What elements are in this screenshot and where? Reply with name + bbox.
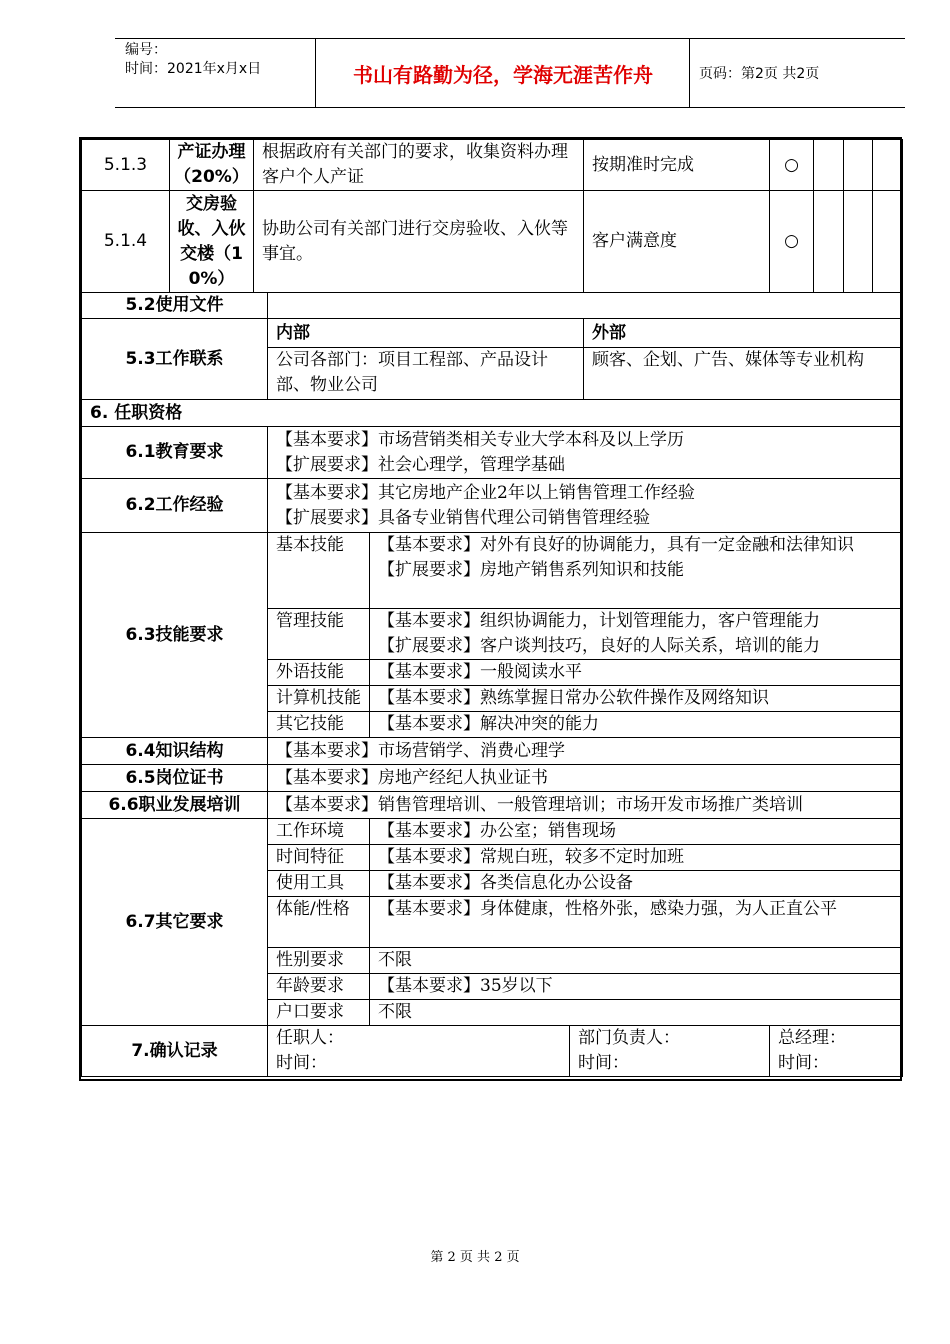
task-blank-cell [814, 191, 844, 293]
knowledge-label: 6.4知识结构 [82, 738, 268, 765]
gm-sign [770, 1026, 903, 1077]
skill-name: 基本技能 [268, 533, 370, 609]
other-row [82, 819, 903, 845]
training-row [82, 792, 903, 819]
gm-label: 总经理： [778, 1028, 846, 1048]
task-id: 5.1.4 [82, 191, 170, 293]
header-motto: 书山有路勤为径，学海无涯苦作舟 [353, 62, 653, 87]
job-description-table [81, 139, 903, 1077]
experience-basic: 【基本要求】其它房地产企业2年以上销售管理工作经验 [276, 482, 695, 503]
employee-label: 任职人： [276, 1028, 344, 1048]
other-text: 【基本要求】常规白班，较多不定时加班 [370, 845, 903, 871]
skill-name: 计算机技能 [268, 686, 370, 712]
task-row [82, 191, 903, 293]
page-info: 页码：第2页 共2页 [699, 66, 820, 82]
contacts-label: 5.3工作联系 [82, 319, 268, 400]
training-text: 【基本要求】销售管理培训、一般管理培训；市场开发市场推广类培训 [268, 792, 903, 819]
certificate-text: 【基本要求】房地产经纪人执业证书 [268, 765, 903, 792]
external-contacts: 顾客、企划、广告、媒体等专业机构 [584, 348, 903, 400]
contacts-head-row [82, 319, 903, 348]
employee-time: 时间： [276, 1053, 327, 1073]
files-value [268, 293, 903, 319]
serial-label: 编号： [125, 42, 167, 58]
employee-sign [268, 1026, 570, 1077]
skill-text: 【基本要求】解决冲突的能力 [370, 712, 903, 738]
confirm-label: 7.确认记录 [82, 1026, 268, 1077]
other-name: 户口要求 [268, 1000, 370, 1026]
training-label: 6.6职业发展培训 [82, 792, 268, 819]
task-standard: 按期准时完成 [584, 140, 770, 191]
task-blank-cell [844, 191, 873, 293]
task-name: 交房验收、入伙交楼（10%） [170, 191, 254, 293]
files-row [82, 293, 903, 319]
other-name: 使用工具 [268, 871, 370, 897]
task-mark: ○ [770, 140, 814, 191]
files-label: 5.2使用文件 [82, 293, 268, 319]
qualification-row [82, 400, 903, 427]
time-label: 时间：2021年x月x日 [125, 61, 262, 77]
experience-label: 6.2工作经验 [82, 479, 268, 533]
experience-row [82, 479, 903, 533]
skills-label: 6.3技能要求 [82, 533, 268, 738]
task-blank-cell [873, 140, 903, 191]
other-text: 【基本要求】办公室；销售现场 [370, 819, 903, 845]
qualification-title: 6. 任职资格 [82, 400, 903, 427]
education-extended: 【扩展要求】社会心理学，管理学基础 [276, 454, 565, 475]
education-label: 6.1教育要求 [82, 427, 268, 479]
task-content: 根据政府有关部门的要求，收集资料办理客户个人产证 [254, 140, 584, 191]
skill-name: 管理技能 [268, 609, 370, 660]
skill-text: 【基本要求】对外有良好的协调能力，具有一定金融和法律知识 【扩展要求】房地产销售系列知识和技能 [370, 533, 903, 609]
other-text: 【基本要求】各类信息化办公设备 [370, 871, 903, 897]
task-standard: 客户满意度 [584, 191, 770, 293]
page-footer: 第 2 页 共 2 页 [430, 1250, 520, 1265]
education-basic: 【基本要求】市场营销类相关专业大学本科及以上学历 [276, 429, 684, 450]
education-row [82, 427, 903, 479]
task-name: 产证办理（20%） [170, 140, 254, 191]
task-blank-cell [873, 191, 903, 293]
other-text: 【基本要求】35岁以下 [370, 974, 903, 1000]
other-text: 不限 [370, 948, 903, 974]
skill-text: 【基本要求】熟练掌握日常办公软件操作及网络知识 [370, 686, 903, 712]
experience-requirements [268, 479, 903, 533]
other-name: 时间特征 [268, 845, 370, 871]
task-blank-cell [844, 140, 873, 191]
other-name: 性别要求 [268, 948, 370, 974]
knowledge-row [82, 738, 903, 765]
task-content: 协助公司有关部门进行交房验收、入伙等事宜。 [254, 191, 584, 293]
knowledge-text: 【基本要求】市场营销学、消费心理学 [268, 738, 903, 765]
internal-heading: 内部 [268, 319, 584, 348]
header-meta [125, 41, 261, 79]
skill-text: 【基本要求】一般阅读水平 [370, 660, 903, 686]
page-header [115, 38, 905, 108]
dept-head-time: 时间： [578, 1053, 629, 1073]
confirm-row [82, 1026, 903, 1077]
certificate-label: 6.5岗位证书 [82, 765, 268, 792]
skill-name: 其它技能 [268, 712, 370, 738]
other-text: 不限 [370, 1000, 903, 1026]
dept-head-sign [570, 1026, 770, 1077]
certificate-row [82, 765, 903, 792]
internal-contacts: 公司各部门：项目工程部、产品设计部、物业公司 [268, 348, 584, 400]
other-name: 体能/性格 [268, 897, 370, 948]
dept-head-label: 部门负责人： [578, 1028, 680, 1048]
skill-name: 外语技能 [268, 660, 370, 686]
task-row [82, 140, 903, 191]
skill-row [82, 533, 903, 609]
other-name: 年龄要求 [268, 974, 370, 1000]
task-id: 5.1.3 [82, 140, 170, 191]
experience-extended: 【扩展要求】具备专业销售代理公司销售管理经验 [276, 507, 650, 528]
external-heading: 外部 [584, 319, 903, 348]
education-requirements [268, 427, 903, 479]
task-mark: ○ [770, 191, 814, 293]
other-text: 【基本要求】身体健康，性格外张，感染力强，为人正直公平 [370, 897, 903, 948]
other-label: 6.7其它要求 [82, 819, 268, 1026]
skill-text: 【基本要求】组织协调能力，计划管理能力，客户管理能力 【扩展要求】客户谈判技巧，良好的人际关系，培训的能力 [370, 609, 903, 660]
other-name: 工作环境 [268, 819, 370, 845]
gm-time: 时间： [778, 1053, 829, 1073]
task-blank-cell [814, 140, 844, 191]
